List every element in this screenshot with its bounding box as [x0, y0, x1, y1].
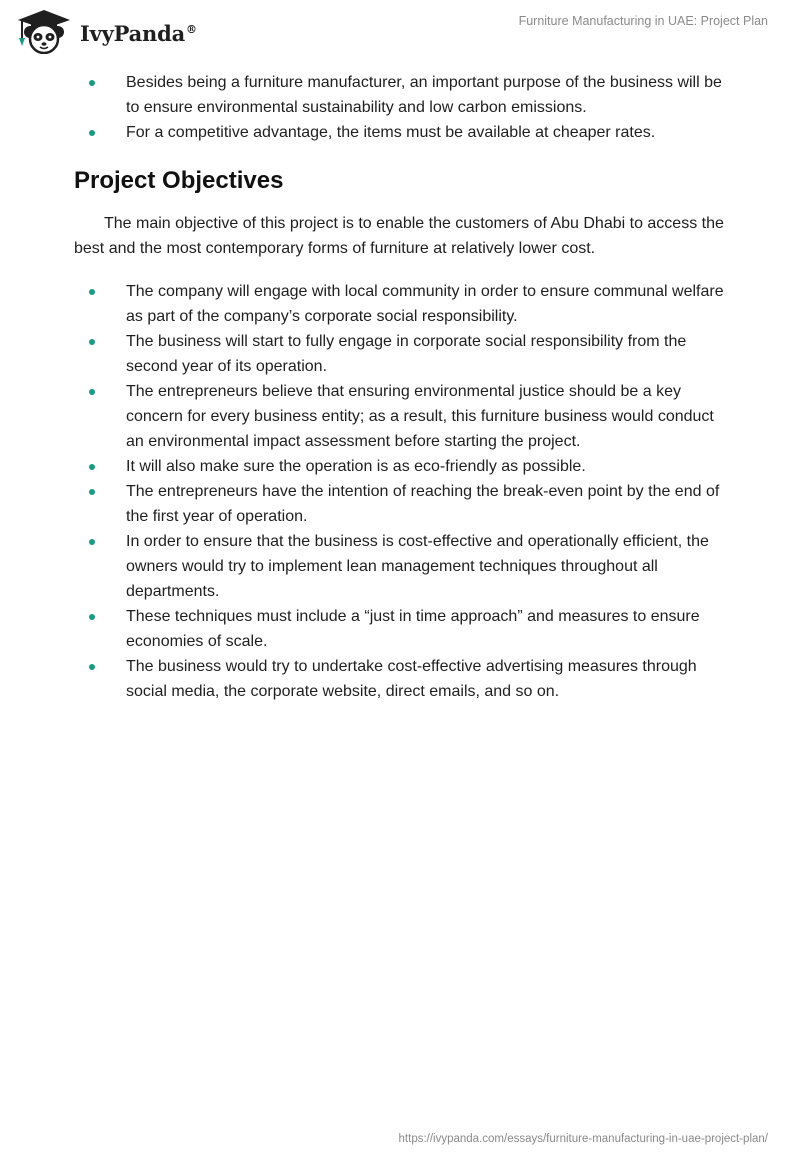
- bullet-icon: [89, 664, 95, 670]
- document-title: Furniture Manufacturing in UAE: Project Plan: [518, 14, 768, 28]
- list-item: The entrepreneurs have the intention of reaching the break-even point by the end of the first year of operation.: [74, 479, 734, 529]
- objectives-bullet-list: [74, 279, 734, 704]
- bullet-icon: [89, 80, 95, 86]
- document-body: [74, 70, 734, 704]
- bullet-icon: [89, 289, 95, 295]
- source-url-link[interactable]: https://ivypanda.com/essays/furniture-manufacturing-in-uae-project-plan/: [398, 1133, 768, 1145]
- bullet-icon: [89, 464, 95, 470]
- list-item: In order to ensure that the business is cost-effective and operationally efficient, the owners would try to implement lean management techniques throughout all departments.: [74, 529, 734, 604]
- list-item: These techniques must include a “just in time approach” and measures to ensure economies of scale.: [74, 604, 734, 654]
- brand-logo[interactable]: [14, 8, 197, 54]
- bullet-icon: [89, 389, 95, 395]
- page-header: [0, 0, 800, 60]
- list-item: It will also make sure the operation is as eco-friendly as possible.: [74, 454, 734, 479]
- list-item: For a competitive advantage, the items must be available at cheaper rates.: [74, 120, 734, 145]
- list-item: The business would try to undertake cost-effective advertising measures through social media, the corporate website, direct emails, and so on.: [74, 654, 734, 704]
- top-bullet-list: [74, 70, 734, 145]
- bullet-icon: [89, 130, 95, 136]
- bullet-icon: [89, 489, 95, 495]
- list-item: The company will engage with local community in order to ensure communal welfare as part of the company’s corporate social responsibility.: [74, 279, 734, 329]
- brand-name: IvyPanda®: [80, 20, 197, 46]
- panda-graduate-icon: [14, 8, 74, 54]
- list-item: The entrepreneurs believe that ensuring environmental justice should be a key concern for every business entity; as a result, this furniture business would conduct an environmental impact assessment before starting the project.: [74, 379, 734, 454]
- section-heading: Project Objectives: [74, 167, 284, 194]
- list-item: Besides being a furniture manufacturer, an important purpose of the business will be to ensure environmental sustainability and low carbon emissions.: [74, 70, 734, 120]
- bullet-icon: [89, 339, 95, 345]
- body-paragraph: The main objective of this project is to enable the customers of Abu Dhabi to access the best and the most contemporary forms of furniture at relatively lower cost.: [74, 215, 724, 257]
- bullet-icon: [89, 614, 95, 620]
- list-item: The business will start to fully engage in corporate social responsibility from the second year of its operation.: [74, 329, 734, 379]
- bullet-icon: [89, 539, 95, 545]
